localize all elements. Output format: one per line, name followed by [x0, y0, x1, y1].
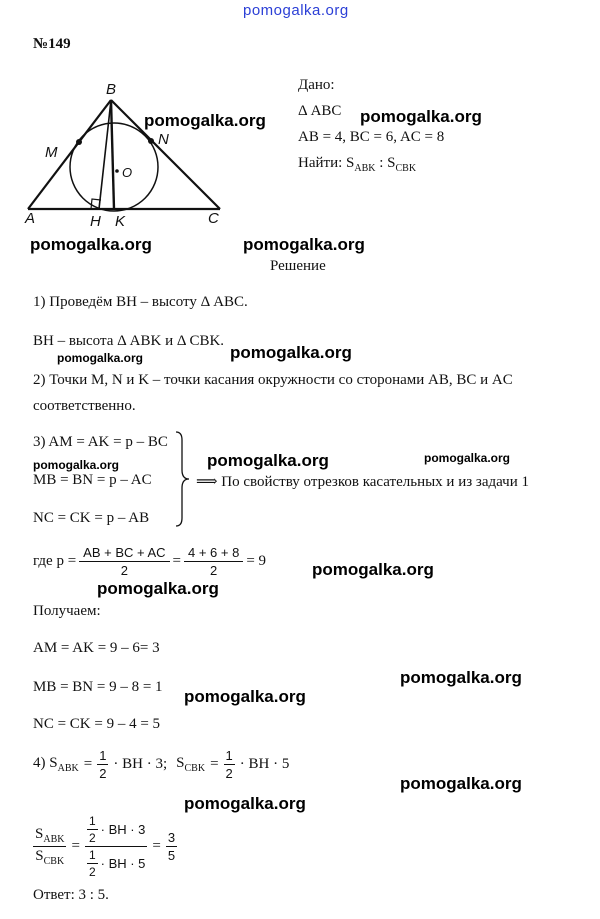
ratio-result: $\frac{3}{5}$: [167, 830, 176, 863]
watermark-12: pomogalka.org: [400, 668, 522, 687]
given-sides: AB = 4, BC = 6, AC = 8: [298, 129, 445, 145]
watermark-11: pomogalka.org: [97, 579, 219, 598]
ratio-left: $\frac{S_{ABK}}{S_{CBK}}$: [35, 826, 65, 867]
watermark-15: pomogalka.org: [184, 794, 306, 813]
result-2: MB = BN = 9 – 8 = 1: [33, 679, 163, 695]
p-fraction-values: $\frac{4 + 6 + 8}{2}$: [186, 545, 241, 578]
half-fraction-1: $\frac{1}{2}$: [99, 748, 107, 781]
center-o: [115, 169, 119, 173]
watermark-5: pomogalka.org: [57, 351, 144, 365]
label-m: M: [45, 144, 58, 161]
watermark-4: pomogalka.org: [243, 235, 365, 254]
watermark-8: pomogalka.org: [207, 451, 329, 470]
point-n: [148, 138, 154, 144]
given-find: Найти: $S_{ABK}$ : $S_{CBK}$: [298, 155, 417, 174]
given-title: Дано:: [298, 77, 335, 93]
side-ab: [28, 100, 111, 209]
step-2a: 2) Точки M, N и K – точки касания окружности со сторонами AB, BC и AC: [33, 372, 513, 388]
watermark-2: pomogalka.org: [360, 107, 482, 126]
altitude-bh: [99, 100, 111, 209]
brace: [172, 430, 194, 528]
watermark-top: pomogalka.org: [243, 2, 349, 19]
watermark-13: pomogalka.org: [184, 687, 306, 706]
result-3: NC = CK = 9 – 4 = 5: [33, 716, 161, 732]
step-1b: BH – высота Δ ABK и Δ CBK.: [33, 333, 225, 349]
p-result: = 9: [246, 553, 267, 569]
p-fraction: $\frac{AB + BC + AC}{2}$: [81, 545, 167, 578]
watermark-3: pomogalka.org: [30, 235, 152, 254]
label-b: B: [106, 81, 117, 98]
watermark-14: pomogalka.org: [400, 774, 522, 793]
label-h: H: [90, 213, 101, 230]
p-prefix: где p =: [33, 553, 77, 569]
half-fraction-2: $\frac{1}{2}$: [225, 748, 233, 781]
label-c: C: [208, 210, 219, 227]
step-2b: соответственно.: [33, 398, 136, 414]
solution-title: Решение: [270, 258, 326, 274]
semiperimeter-formula: где p = $\frac{AB + BC + AC}{2}$ = $\frac{4 + 6 + 8}{2}$ = 9: [33, 545, 267, 578]
step-3-note: ⟹ По свойству отрезков касательных и из задачи 1: [196, 474, 529, 490]
step-4: 4) $S_{ABK}$ = $\frac{1}{2}$ · BH · 3; $S_{CBK}$ = $\frac{1}{2}$ · BH · 5: [33, 748, 290, 781]
watermark-7: pomogalka.org: [33, 458, 120, 472]
step-3b: MB = BN = p – AC: [33, 472, 152, 488]
ratio-middle: $\frac{1}{2}$ · BH · 3 $\frac{1}{2}$ · BH · 5: [85, 814, 147, 879]
label-a: A: [25, 210, 36, 227]
watermark-9: pomogalka.org: [424, 451, 511, 465]
segment-bk: [111, 100, 114, 209]
watermark-1: pomogalka.org: [144, 111, 266, 130]
result-1: AM = AK = 9 – 6= 3: [33, 640, 160, 656]
given-triangle: Δ ABC: [298, 103, 342, 119]
label-k: K: [115, 213, 126, 230]
watermark-10: pomogalka.org: [312, 560, 434, 579]
step-1: 1) Проведём BH – высоту Δ ABC.: [33, 294, 248, 310]
area-ratio: $\frac{S_{ABK}}{S_{CBK}}$ = $\frac{1}{2}$ · BH · 3 $\frac{1}{2}$ · BH · 5 = $\frac{3}{5}$: [35, 814, 176, 879]
watermark-6: pomogalka.org: [230, 343, 352, 362]
label-n: N: [158, 131, 169, 148]
problem-number: №149: [33, 36, 71, 52]
point-m: [76, 139, 82, 145]
step-3c: NC = CK = p – AB: [33, 510, 150, 526]
answer: Ответ: 3 : 5.: [33, 887, 109, 903]
step-3a: 3) AM = AK = p – BC: [33, 434, 168, 450]
get-label: Получаем:: [33, 603, 101, 619]
label-o: O: [122, 165, 133, 180]
